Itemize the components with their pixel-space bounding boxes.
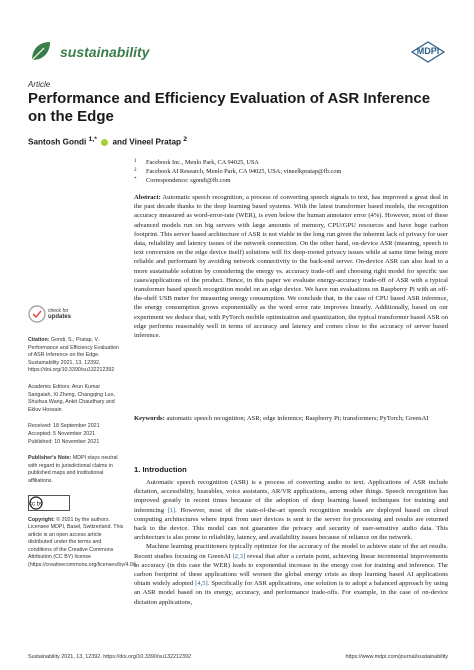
affiliations [134,158,454,185]
author-superscript: 1,* [88,136,97,143]
article-sidebar [28,305,138,579]
citation-text: Gondi, S.; Pratap, V. Performance and Efficiency Evaluation of ASR Inference on the Edge. Sustainability 2021, 13, 12392. https://doi.org/10.3390/su132212392 [28,337,119,374]
paragraph-text: reveal that after a certain point, achieving linear incremental improvements to accuracy (in this case the WER) leads to exponential increase in the energy cost for training and inference. The carbon footprint of these applications will worsen the global energy crisis as deep learning based AI applications obtain widely adopted [134,552,449,588]
affiliation-mark: 2 [134,168,137,173]
journal-header [28,36,448,72]
author-line [28,136,448,147]
keywords-label: Keywords: [134,415,165,422]
introduction-body [134,478,448,607]
publisher-note [28,455,124,485]
author-name[interactable]: Vineel Pratap [129,137,182,147]
date-accepted: Accepted: 5 November 2021 [28,430,96,437]
footer-citation[interactable]: Sustainability 2021, 13, 12392. https://doi.org/10.3390/su132212392 [28,654,192,660]
affiliation-item [134,158,454,167]
paragraph-text: Automatic speech recognition (ASR) is a process of converting audio to text. Applications of ASR include dictation, accessibility, hearables, voice assistants, AR/VR applications, among other things. Speech recognition has improved greatly in recent times because of the adoption of deep learning based techniques for training and inferencing [134,479,448,514]
affiliation-text: Facebook AI Research, Menlo Park, CA 94025, USA; vineelkpratap@fb.com [146,168,342,175]
publisher-note-label: Publisher's Note: [28,455,72,462]
paragraph [134,542,448,606]
date-received: Received: 18 September 2021 [28,423,100,430]
abstract [134,193,448,340]
copyright [28,516,138,570]
check-line1: check for [48,308,69,314]
paragraph-text: . However, most of the state-of-the-art speech recognition models are deployed based on cloud computing architectures where input from user devices is sent to the server for processing and results are returned back to the device. This model can not guarantee the privacy and security of user-sensitive audio data. This architecture is also prone to reliability, latency, and availability issues because of reliance on the network. [134,506,449,542]
affiliation-text: Correspondence: sgondi@fb.com [146,177,231,184]
publisher-name[interactable]: MDPI [416,46,440,56]
journal-name[interactable]: sustainability [60,44,150,60]
check-updates-icon [28,305,46,323]
author-superscript: 2 [183,136,188,143]
keywords [134,414,448,423]
author-name[interactable]: Santosh Gondi [28,137,87,147]
citation-link[interactable]: [4,5] [195,580,208,588]
check-for-updates[interactable] [28,305,124,327]
citation [28,337,124,375]
article-type: Article [28,80,51,89]
paper-title: Performance and Efficiency Evaluation of ASR Inference on the Edge [28,90,431,125]
paragraph [134,478,448,542]
copyright-label: Copyright: [28,516,55,523]
check-line2: updates [48,314,72,320]
author-joiner: and [112,137,127,147]
footer-journal-url[interactable]: https://www.mdpi.com/journal/sustainability [345,654,448,660]
date-published: Published: 10 November 2021 [28,438,100,445]
affiliation-text: Facebook Inc., Menlo Park, CA 94025, USA [146,159,259,166]
affiliation-item [134,176,454,185]
affiliation-mark: 1 [134,159,137,164]
paragraph-text: Machine learning practitioners typically optimize for the accuracy of the model to achieve state of the art results. Recent studies focusing on GreenAI [134,543,448,560]
citation-link[interactable]: [1] [167,506,176,514]
journal-logo-icon [28,38,54,64]
abstract-text: Automatic speech recognition, a process of converting speech signals to text, has improved a great deal in the past decade thanks to the deep learning based systems. With the latest transformer based models, the recognition accuracy measured as word-error-rate (WER), is even below the human annotator error (4%). However, most of these advanced models run on big servers with large amounts of memory, CPU/GPU resources and have huge carbon footprint. This server based architecture of ASR is not viable in the long run given the inherent lack of privacy for user data, reliability and latency issues of the network connection. On the other hand, on-device ASR (meaning, speech to text conversion on the edge device itself) solutions will fix deep-rooted privacy issues while at same time being more reliable and performant by avoiding network connectivity to the back-end server. On-device ASR can also lead to a more sustainable solution by considering the energy vs. accuracy trade-off and choosing right model for specific use cases/applications of the product. Hence, in this paper we evaluate energy-accuracy trade-off of ASR with a typical transformer based speech recognition model on an edge device. We have run evaluations on Raspberry Pi with an off-the-shelf USB meter for measuring energy consumption. We conclude that, in the case of CPU based ASR inference, the energy consumption grows exponentially as the word error rate improves linearly. Additionally, based on our experiment we deduce that, with PyTorch mobile optimization and quantization, the typical transformer based ASR on edge performs reasonably well in terms of accuracy and latency and comes close to the accuracy of server based inference. [134,194,448,340]
cc-by-license-icon[interactable] [28,495,70,511]
check-updates-text [48,308,71,320]
section-heading: 1. Introduction [134,465,187,474]
affiliation-mark: * [134,177,137,182]
keywords-text: automatic speech recognition; ASR; edge inference; Raspberry Pi; transformers; PyTorch; GreenAI [166,415,429,422]
cc-by-text: cc by [28,501,44,507]
orcid-icon[interactable] [101,139,108,146]
citation-label: Citation: [28,337,50,343]
abstract-label: Abstract: [134,194,161,201]
article-dates [28,423,124,446]
citation-link[interactable]: [2,3] [232,552,246,560]
academic-editors: Academic Editors: Arun Kumar Sangaiah, Xi Zheng, Changqing Luo, Shuihua Wang, Ankit Chaudhary and Ekluv Hossain [28,383,115,413]
affiliation-item [134,167,454,176]
paragraph-text: . Specifically for ASR applications, one solution is to adopt a balanced approach by using an ASR model based on its energy, accuracy, and performance trade-offs. For example, in the case of on-device dictation applications, [134,580,448,606]
copyright-text: © 2021 by the authors. Licensee MDPI, Basel, Switzerland. This article is an open access article distributed under the terms and conditions of the Creative Commons Attribution (CC BY) license (https://creativecommons.org/licenses/by/4.0/). [28,516,138,569]
publisher-note-text: MDPI stays neutral with regard to jurisdictional claims in published maps and institutional affiliations. [28,455,118,484]
